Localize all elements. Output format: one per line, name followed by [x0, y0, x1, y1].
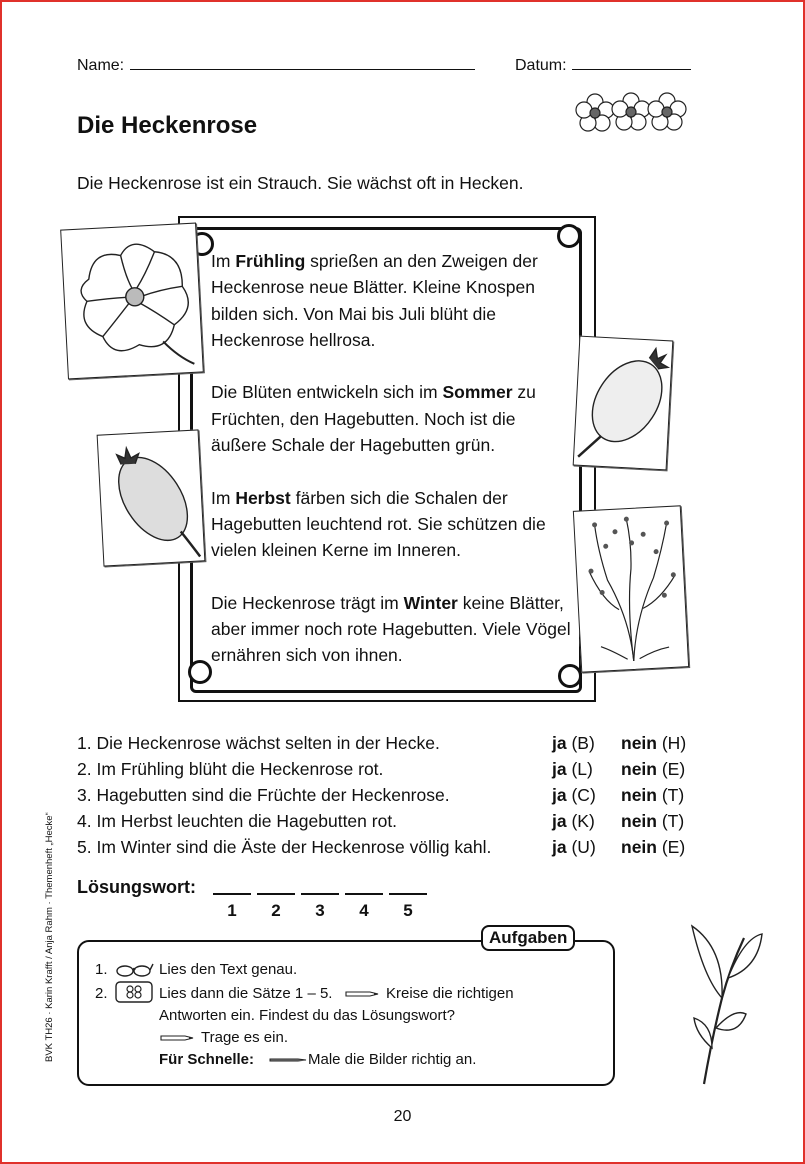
letter-slot-4[interactable] [345, 893, 383, 895]
answer-ja-3[interactable]: ja (C) [552, 785, 596, 805]
answer-ja-4[interactable]: ja (K) [552, 811, 595, 831]
answer-nein-4[interactable]: nein (T) [621, 811, 685, 831]
rosehip-icon [98, 430, 205, 565]
pencil-icon [159, 1033, 195, 1043]
answer-nein-3[interactable]: nein (T) [621, 785, 685, 805]
rose-flowers-icon [575, 88, 690, 138]
answer-ja-1[interactable]: ja (B) [552, 733, 595, 753]
glasses-icon [114, 960, 154, 978]
letter-slot-3[interactable] [301, 893, 339, 895]
slot-number: 2 [271, 901, 281, 920]
question-2: 2. Im Frühling blüht die Heckenrose rot. [77, 759, 384, 779]
answer-nein-2[interactable]: nein (E) [621, 759, 686, 779]
story-paragraph-spring: Im Frühling sprießen an den Zweigen der Heckenrose neue Blätter. Kleine Knospen bilden sich. Von Mai bis Juli blüht die Heckenrose hellrosa. [211, 251, 538, 350]
task-3-text: Trage es ein. [201, 1029, 288, 1046]
slot-number: 5 [403, 901, 413, 920]
fast-label: Für Schnelle: [159, 1051, 255, 1068]
pencil-icon [344, 989, 380, 999]
task-2-text-a: Lies dann die Sätze 1 – 5. [159, 985, 333, 1002]
letter-slot-2[interactable] [257, 893, 295, 895]
rose-blossom-icon [61, 224, 203, 379]
story-paragraph-winter: Die Heckenrose trägt im Winter keine Blätter, aber immer noch rote Hagebutten. Viele Vögel ernähren sich von ihnen. [211, 592, 571, 666]
slot-number: 4 [359, 901, 369, 920]
task-1-text: Lies den Text genau. [159, 961, 298, 978]
task-2-number: 2. [95, 985, 108, 1002]
letter-slot-5[interactable] [389, 893, 427, 895]
date-label: Datum: [515, 57, 567, 74]
answer-nein-5[interactable]: nein (E) [621, 837, 686, 857]
task-2-text-b: Kreise die richtigen [386, 985, 514, 1002]
letter-slot-1[interactable] [213, 893, 251, 895]
date-line[interactable] [572, 69, 691, 70]
colored-pencil-icon [268, 1055, 308, 1065]
answer-nein-1[interactable]: nein (H) [621, 733, 687, 753]
page-title: Die Heckenrose [77, 112, 258, 139]
rose-blossom-image[interactable] [60, 223, 204, 380]
slot-number: 3 [315, 901, 325, 920]
question-5: 5. Im Winter sind die Äste der Heckenrose völlig kahl. [77, 837, 492, 857]
answer-ja-5[interactable]: ja (U) [552, 837, 596, 857]
frame-curl-icon [557, 224, 581, 248]
page-number: 20 [393, 1108, 412, 1125]
branch-leaves-icon [684, 918, 764, 1088]
answer-ja-2[interactable]: ja (L) [552, 759, 593, 779]
copyright-note: BVK TH26 · Karin Krafft / Anja Rahm · Themenheft „Hecke“ [44, 812, 55, 1062]
task-2-text-c: Antworten ein. Findest du das Lösungswort? [159, 1007, 456, 1024]
slot-number: 1 [227, 901, 237, 920]
loesungswort-label: Lösungswort: [77, 877, 196, 897]
rosehip-icon [574, 337, 673, 470]
puzzle-icon [115, 981, 153, 1003]
story-paragraph-autumn: Im Herbst färben sich die Schalen der Hagebutten leuchtend rot. Sie schützen die vielen kleinen Kerne im Inneren. [211, 487, 546, 561]
winter-bush-image[interactable] [573, 505, 689, 672]
task-1-number: 1. [95, 961, 108, 978]
green-rosehip-image[interactable] [573, 336, 674, 471]
fast-text: Male die Bilder richtig an. [308, 1051, 477, 1068]
intro-text: Die Heckenrose ist ein Strauch. Sie wächst oft in Hecken. [77, 173, 524, 193]
frame-curl-icon [188, 660, 212, 684]
story-text [211, 248, 573, 695]
red-rosehip-image[interactable] [97, 429, 206, 566]
name-label: Name: [77, 57, 125, 74]
tasks-heading: Aufgaben [481, 925, 575, 951]
question-1: 1. Die Heckenrose wächst selten in der Hecke. [77, 733, 440, 753]
question-4: 4. Im Herbst leuchten die Hagebutten rot. [77, 811, 398, 831]
name-line[interactable] [130, 69, 475, 70]
bush-icon [574, 506, 688, 671]
question-3: 3. Hagebutten sind die Früchte der Heckenrose. [77, 785, 450, 805]
story-paragraph-summer: Die Blüten entwickeln sich im Sommer zu Früchten, den Hagebutten. Noch ist die äußere Schale der Hagebutten grün. [211, 382, 536, 456]
